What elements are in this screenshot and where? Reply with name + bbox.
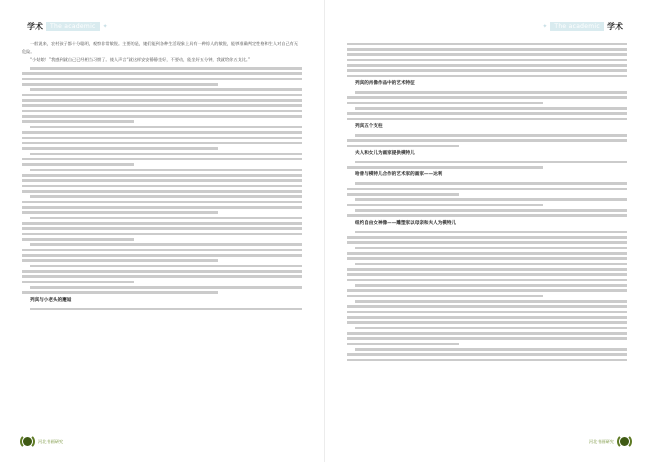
sparkle-icon: ✦ (102, 23, 108, 30)
footer (589, 434, 632, 449)
body-text-block (22, 308, 302, 311)
section-tag: The academic (46, 22, 100, 31)
publication-logo-icon (20, 434, 35, 449)
intro-paragraph: 一般说来，农村孩子都十分聪明，观察非常敏锐。主要的是，她们能到各种生活现象上具有一种惊人的敏锐，能够准确判定性格和生人对自己有无危险。 (22, 41, 299, 55)
body-text-block (347, 43, 627, 78)
body-text-block (347, 91, 627, 120)
body-text-block (347, 231, 627, 362)
body-text-block (347, 134, 627, 147)
section-heading: 哈普与模特儿合作的艺术家的画家——达利 (355, 172, 443, 178)
publication-name: 河北书画研究 (588, 438, 614, 444)
body-text-block (347, 161, 627, 169)
section-title: 学术 (27, 21, 43, 31)
body-text-block (22, 67, 302, 294)
left-body-text (22, 40, 302, 313)
footer (20, 434, 63, 449)
publication-name: 河北书画研究 (38, 438, 64, 444)
sparkle-icon: ✦ (542, 23, 548, 30)
body-text-block (347, 182, 627, 217)
section-heading: 纽约自由女神像——雕塑家以母亲和夫人为模特儿 (355, 220, 457, 226)
section-heading: 列宾与小老头的邂逅 (30, 297, 72, 303)
right-page (325, 0, 650, 462)
section-heading: 列宾的肖像作品中的艺术特征 (355, 81, 415, 87)
page-header (27, 21, 108, 32)
right-body-text (347, 40, 627, 364)
publication-logo-icon (617, 434, 632, 449)
page-header (542, 21, 623, 32)
section-title: 学术 (607, 21, 623, 31)
section-tag: The academic (550, 22, 604, 31)
quote-paragraph: “小姑娘！”我感到就自己已经相当习惯了。使人声言“就这样安安静静坐好，不要动，能坐好五分钟，我就给你五戈比。” (30, 57, 251, 63)
section-heading: 列宾五个支柱 (355, 124, 383, 130)
section-heading: 夫人和女儿为画家提供模特儿 (355, 150, 415, 156)
